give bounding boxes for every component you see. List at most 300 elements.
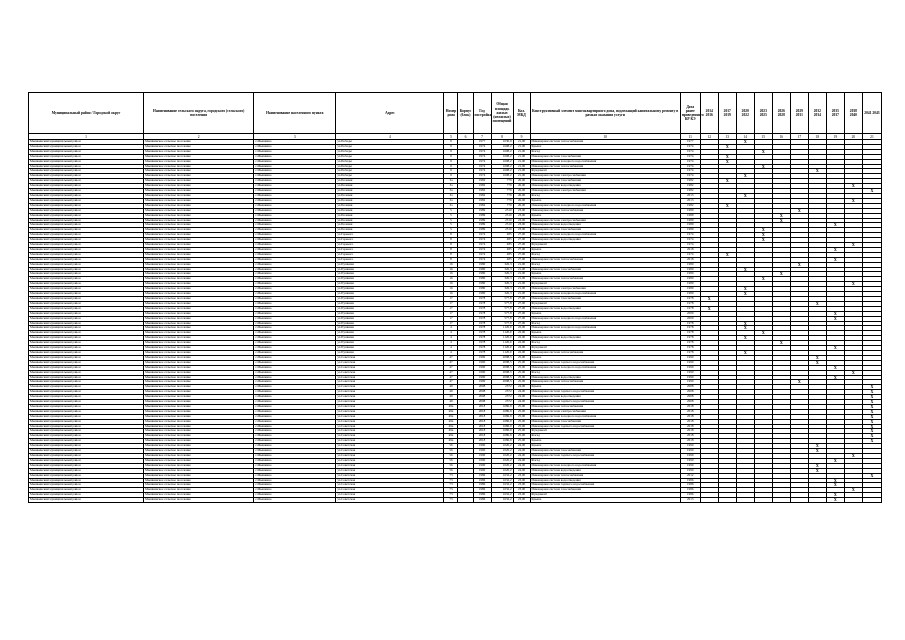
table-cell: Мышкинское сельское поселение <box>144 488 254 493</box>
table-cell: 1990 <box>473 355 491 360</box>
table-cell: 1989 <box>680 213 700 218</box>
table-cell: 1986 <box>473 493 491 498</box>
table-cell: 25,00 <box>513 424 530 429</box>
table-cell: с.Мышкино <box>254 350 336 355</box>
table-cell: ул.Советская <box>336 434 444 439</box>
table-cell: Инженерная система электроснабжения <box>530 287 680 292</box>
table-cell: Мышкинский муниципальный район <box>29 483 144 488</box>
table-cell: Мышкинский муниципальный район <box>29 282 144 287</box>
table-cell: 779 <box>491 184 513 189</box>
table-cell: 16 <box>444 277 458 282</box>
table-cell: с.Мышкино <box>254 331 336 336</box>
table-cell: 1990 <box>473 468 491 473</box>
table-cell: 26,00 <box>513 198 530 203</box>
table-cell: Инженерная система горячего водоснабжения <box>530 483 680 488</box>
table-cell: Мышкинский муниципальный район <box>29 463 144 468</box>
table-cell: Мышкинский муниципальный район <box>29 208 144 213</box>
table-cell: 2018 <box>473 424 491 429</box>
table-cell: Мышкинский муниципальный район <box>29 247 144 252</box>
table-cell: Мышкинское сельское поселение <box>144 238 254 243</box>
table-cell: ул.Победы <box>336 159 444 164</box>
table-cell: 1608,2 <box>491 169 513 174</box>
table-cell: Мышкинский муниципальный район <box>29 292 144 297</box>
table-cell: Мышкинский муниципальный район <box>29 395 144 400</box>
table-cell: Мышкинское сельское поселение <box>144 493 254 498</box>
table-cell: Крыша <box>530 247 680 252</box>
table-cell: 779 <box>491 179 513 184</box>
table-cell: Мышкинское сельское поселение <box>144 247 254 252</box>
table-cell: 1990 <box>473 375 491 380</box>
column-header: Наименование сельского округа, городского (сельского) поселения <box>144 93 254 134</box>
table-cell: 1974 <box>473 257 491 262</box>
table-cell: Мышкинский муниципальный район <box>29 140 144 145</box>
table-cell: 21,00 <box>513 287 530 292</box>
table-cell: с.Мышкино <box>254 174 336 179</box>
column-number: 17 <box>790 134 808 140</box>
table-cell: 1686,9 <box>491 409 513 414</box>
table-cell: 16 <box>444 282 458 287</box>
column-header: Общая площадь жилых (нежилых) помещений <box>491 93 513 134</box>
table-cell: 1990 <box>473 380 491 385</box>
table-cell: ул.Советская <box>336 454 444 459</box>
schedule-mark-cell: X <box>718 252 736 257</box>
table-cell: Инженерная система газоснабжения <box>530 154 680 159</box>
table-cell: Мышкинский муниципальный район <box>29 390 144 395</box>
table-cell: 2310 <box>491 228 513 233</box>
table-cell: Мышкинский муниципальный район <box>29 355 144 360</box>
table-cell: 2008 <box>680 395 700 400</box>
table-cell: Мышкинский муниципальный район <box>29 360 144 365</box>
table-cell: 47 <box>444 365 458 370</box>
schedule-mark-cell: X <box>826 316 844 321</box>
schedule-mark-cell: X <box>808 468 826 473</box>
table-cell: 24,00 <box>513 463 530 468</box>
table-cell: Инженерная система теплоснабжения <box>530 277 680 282</box>
table-cell: 1989 <box>680 223 700 228</box>
table-cell: Инженерная система водоотведения <box>530 395 680 400</box>
table-cell: Мышкинский муниципальный район <box>29 473 144 478</box>
table-cell: Инженерная система газоснабжения <box>530 488 680 493</box>
table-cell: 1978 <box>680 350 700 355</box>
table-cell: с.Мышкино <box>254 483 336 488</box>
table-cell: 577,8 <box>491 321 513 326</box>
table-cell: 4 <box>444 331 458 336</box>
table-cell: Фундамент <box>530 282 680 287</box>
table-cell: с.Мышкино <box>254 444 336 449</box>
table-cell: Мышкинское сельское поселение <box>144 189 254 194</box>
table-cell: Крыша <box>530 311 680 316</box>
schedule-mark-cell <box>772 498 790 503</box>
table-cell: Мышкинский муниципальный район <box>29 439 144 444</box>
column-number: 3 <box>254 134 336 140</box>
table-cell: 577,8 <box>491 316 513 321</box>
schedule-mark-cell: X <box>772 213 790 218</box>
table-cell: 47 <box>444 355 458 360</box>
table-cell: 16 <box>444 272 458 277</box>
table-cell: 1978 <box>473 306 491 311</box>
table-cell: 49а <box>444 404 458 409</box>
schedule-mark-cell: X <box>862 189 881 194</box>
table-cell: ул.Пушкина <box>336 306 444 311</box>
table-cell: 24,00 <box>513 468 530 473</box>
table-cell: 21,00 <box>513 169 530 174</box>
schedule-mark-cell: X <box>736 336 754 341</box>
table-cell: с.Мышкино <box>254 159 336 164</box>
table-cell: с.Мышкино <box>254 439 336 444</box>
table-cell: 1978 <box>473 341 491 346</box>
table-cell: с.Мышкино <box>254 419 336 424</box>
table-cell: 1978 <box>473 336 491 341</box>
table-cell: 56 <box>444 458 458 463</box>
table-cell: 49а <box>444 414 458 419</box>
table-cell: Мышкинский муниципальный район <box>29 267 144 272</box>
table-cell: 1977 <box>473 140 491 145</box>
table-cell: ул.Советская <box>336 355 444 360</box>
table-cell: Мышкинский муниципальный район <box>29 164 144 169</box>
table-cell: 9 <box>444 149 458 154</box>
table-cell: 1990 <box>473 463 491 468</box>
table-cell: 1980 <box>473 272 491 277</box>
column-header: Адрес <box>336 93 444 134</box>
table-cell: Мышкинский муниципальный район <box>29 228 144 233</box>
table-cell: 1978 <box>473 326 491 331</box>
table-cell: Мышкинское сельское поселение <box>144 159 254 164</box>
capital-repair-table <box>28 92 882 503</box>
table-cell: 23,00 <box>513 493 530 498</box>
table-cell: Инженерная система газоснабжения <box>530 179 680 184</box>
table-cell: ул.Полевая <box>336 184 444 189</box>
table-cell: с.Мышкино <box>254 385 336 390</box>
schedule-mark-cell: X <box>736 287 754 292</box>
table-cell: ул.Пушкина <box>336 282 444 287</box>
table-cell: 17 <box>444 321 458 326</box>
table-cell: с.Мышкино <box>254 277 336 282</box>
schedule-mark-cell <box>718 498 736 503</box>
table-cell: ул.Советская <box>336 375 444 380</box>
table-cell: с.Мышкино <box>254 341 336 346</box>
table-cell: 2018 <box>473 404 491 409</box>
table-cell: Инженерная система теплоснабжения <box>530 164 680 169</box>
table-cell: Фасад <box>530 370 680 375</box>
table-cell: 1974 <box>473 169 491 174</box>
table-cell: 2372 <box>491 390 513 395</box>
table-cell: 73 <box>444 488 458 493</box>
table-cell: 1986 <box>680 488 700 493</box>
table-cell: Мышкинское сельское поселение <box>144 454 254 459</box>
table-cell: 2008 <box>473 400 491 405</box>
table-cell: 25,00 <box>513 414 530 419</box>
table-cell: 1974 <box>680 252 700 257</box>
table-cell: Мышкинский муниципальный район <box>29 193 144 198</box>
column-number: 8 <box>491 134 513 140</box>
table-cell: с.Мышкино <box>254 395 336 400</box>
table-cell: 1990 <box>680 380 700 385</box>
table-cell: 21,00 <box>513 174 530 179</box>
table-cell: 1990 <box>680 375 700 380</box>
table-cell: Мышкинское сельское поселение <box>144 193 254 198</box>
table-cell: 2012 <box>680 473 700 478</box>
table-cell: 1980 <box>680 262 700 267</box>
table-cell: Мышкинский муниципальный район <box>29 233 144 238</box>
table-cell: Мышкинское сельское поселение <box>144 360 254 365</box>
schedule-mark-cell: X <box>736 267 754 272</box>
table-cell: Мышкинское сельское поселение <box>144 336 254 341</box>
table-cell: с.Мышкино <box>254 238 336 243</box>
table-cell: 3а <box>444 193 458 198</box>
table-cell: 5 <box>444 213 458 218</box>
table-cell: 16 <box>444 287 458 292</box>
schedule-mark-cell: X <box>808 463 826 468</box>
table-cell: 27,00 <box>513 311 530 316</box>
table-cell: 2310 <box>491 218 513 223</box>
schedule-mark-cell: X <box>736 174 754 179</box>
table-cell: Мышкинский муниципальный район <box>29 252 144 257</box>
schedule-mark-cell: X <box>736 140 754 145</box>
table-cell: Мышкинский муниципальный район <box>29 301 144 306</box>
table-cell: с.Мышкино <box>254 243 336 248</box>
table-cell: Мышкинское сельское поселение <box>144 154 254 159</box>
table-cell: 1986 <box>473 483 491 488</box>
schedule-mark-cell <box>844 498 862 503</box>
table-cell: Мышкинское сельское поселение <box>144 218 254 223</box>
table-cell: 2018 <box>680 429 700 434</box>
table-cell: 47 <box>444 375 458 380</box>
table-cell: 1990 <box>680 454 700 459</box>
table-cell: 1974 <box>473 252 491 257</box>
table-cell: Мышкинское сельское поселение <box>144 311 254 316</box>
table-cell: Инженерная система холодного водоснабжения <box>530 414 680 419</box>
table-cell: Крыша <box>530 198 680 203</box>
table-cell: 1974 <box>473 243 491 248</box>
table-cell: 9 <box>444 159 458 164</box>
table-cell: ул.Советская <box>336 424 444 429</box>
table-cell: 27,00 <box>513 247 530 252</box>
table-cell: 1986 <box>473 488 491 493</box>
table-cell: Мышкинский муниципальный район <box>29 174 144 179</box>
table-cell: 1978 <box>473 331 491 336</box>
table-cell: Фундамент <box>530 243 680 248</box>
table-cell: 17 <box>444 297 458 302</box>
table-cell: Инженерная система теплоснабжения <box>530 380 680 385</box>
table-cell: ул.Советская <box>336 385 444 390</box>
table-cell: Мышкинское сельское поселение <box>144 326 254 331</box>
table-cell: 1974 <box>680 238 700 243</box>
column-number: 12 <box>700 134 718 140</box>
table-cell: с.Мышкино <box>254 409 336 414</box>
table-cell: 8 <box>444 233 458 238</box>
table-cell: Инженерная система холодного водоснабжения <box>530 326 680 331</box>
table-cell: ул.Победы <box>336 144 444 149</box>
table-cell: 1980 <box>473 287 491 292</box>
table-cell: 25,00 <box>513 375 530 380</box>
column-header: Дата ранее проведенного КР КЭ <box>680 93 700 134</box>
table-cell: с.Мышкино <box>254 140 336 145</box>
table-cell: 485 <box>491 238 513 243</box>
table-cell: Фасад <box>530 193 680 198</box>
table-cell: с.Мышкино <box>254 316 336 321</box>
table-cell: ул.Победы <box>336 164 444 169</box>
table-cell: 326,3 <box>491 272 513 277</box>
table-cell: с.Мышкино <box>254 223 336 228</box>
table-cell: 1632,2 <box>491 488 513 493</box>
table-cell: Мышкинское сельское поселение <box>144 233 254 238</box>
table-cell: 17 <box>444 316 458 321</box>
table-cell: с.Мышкино <box>254 252 336 257</box>
schedule-mark-cell: X <box>790 262 808 267</box>
table-cell: 1978 <box>680 341 700 346</box>
schedule-mark-cell <box>790 498 808 503</box>
table-cell: ул.Пушкина <box>336 277 444 282</box>
table-cell: Инженерная система горячего водоснабжения <box>530 424 680 429</box>
table-cell: 2018 <box>680 419 700 424</box>
column-number: 11 <box>680 134 700 140</box>
table-cell: 1978 <box>680 336 700 341</box>
table-cell: с.Мышкино <box>254 434 336 439</box>
table-cell: Мышкинский муниципальный район <box>29 336 144 341</box>
table-cell: 1990 <box>473 365 491 370</box>
table-cell: 1989 <box>680 228 700 233</box>
table-cell: Мышкинский муниципальный район <box>29 272 144 277</box>
column-header: 2017 2019 <box>718 93 736 134</box>
table-cell: Инженерная система холодного водоснабжения <box>530 203 680 208</box>
table-cell: 56 <box>444 454 458 459</box>
table-cell: Мышкинский муниципальный район <box>29 375 144 380</box>
table-cell: с.Мышкино <box>254 203 336 208</box>
schedule-mark-cell: X <box>754 277 772 282</box>
table-cell: 1974 <box>680 144 700 149</box>
schedule-mark-cell: X <box>862 390 881 395</box>
table-cell: 56 <box>444 468 458 473</box>
table-cell: 1978 <box>680 326 700 331</box>
schedule-mark-cell: X <box>826 375 844 380</box>
table-cell: 73 <box>444 483 458 488</box>
table-cell: Инженерная система водоотведения <box>530 468 680 473</box>
table-cell: 1632,2 <box>491 483 513 488</box>
schedule-mark-cell: X <box>844 184 862 189</box>
table-cell: Инженерная система холодного водоснабжения <box>530 463 680 468</box>
table-cell: ул.Советская <box>336 429 444 434</box>
table-cell: ул.Пушкина <box>336 262 444 267</box>
table-cell: Инженерная система газоснабжения <box>530 228 680 233</box>
table-cell: 1974 <box>473 159 491 164</box>
schedule-mark-cell: X <box>718 203 736 208</box>
table-cell: Инженерная система водоотведения <box>530 184 680 189</box>
column-header: 2020 2022 <box>736 93 754 134</box>
table-cell: Мышкинский муниципальный район <box>29 287 144 292</box>
table-cell: 27,00 <box>513 233 530 238</box>
table-cell: Крыша <box>530 498 680 503</box>
schedule-mark-cell <box>736 498 754 503</box>
table-cell: 2098,5 <box>491 375 513 380</box>
table-cell: 1980 <box>473 277 491 282</box>
column-number: 4 <box>336 134 444 140</box>
table-cell: Мышкинское сельское поселение <box>144 277 254 282</box>
table-cell: 1990 <box>680 449 700 454</box>
table-cell: ул.Советская <box>336 404 444 409</box>
table-cell: 23,00 <box>513 228 530 233</box>
table-cell: ул.Советская <box>336 409 444 414</box>
table-cell: Мышкинское сельское поселение <box>144 409 254 414</box>
table-cell: 1982 <box>473 179 491 184</box>
table-cell: 17 <box>444 311 458 316</box>
table-cell: Мышкинское сельское поселение <box>144 228 254 233</box>
schedule-mark-cell: X <box>862 385 881 390</box>
table-cell: 17 <box>444 306 458 311</box>
table-cell: Мышкинское сельское поселение <box>144 316 254 321</box>
table-cell: Мышкинское сельское поселение <box>144 267 254 272</box>
table-cell: с.Мышкино <box>254 375 336 380</box>
table-cell: 1120,9 <box>491 331 513 336</box>
schedule-mark-cell <box>808 498 826 503</box>
table-cell: 25,00 <box>513 409 530 414</box>
table-cell: 1686,9 <box>491 414 513 419</box>
schedule-mark-cell: X <box>772 341 790 346</box>
table-cell: Инженерная система холодного водоснабжения <box>530 365 680 370</box>
table-cell: 1974 <box>680 169 700 174</box>
table-cell: с.Мышкино <box>254 218 336 223</box>
table-cell: Мышкинское сельское поселение <box>144 262 254 267</box>
table-cell: 1686,9 <box>491 439 513 444</box>
table-cell: Мышкинское сельское поселение <box>144 385 254 390</box>
table-cell: 1632,2 <box>491 473 513 478</box>
table-cell: Инженерная система водоотведения <box>530 375 680 380</box>
table-cell: 3а <box>444 179 458 184</box>
table-cell: Мышкинское сельское поселение <box>144 463 254 468</box>
schedule-mark-cell: X <box>826 247 844 252</box>
table-cell: 2018 <box>473 409 491 414</box>
table-cell: 779 <box>491 193 513 198</box>
table-cell: 49а <box>444 429 458 434</box>
table-cell: Крыша <box>530 144 680 149</box>
table-cell: Мышкинский муниципальный район <box>29 179 144 184</box>
schedule-mark-cell: X <box>826 478 844 483</box>
table-cell: 1990 <box>680 458 700 463</box>
table-cell: 56 <box>444 463 458 468</box>
table-cell: 3а <box>444 184 458 189</box>
table-cell: 47 <box>444 380 458 385</box>
table-cell: 8 <box>444 257 458 262</box>
table-cell: с.Мышкино <box>254 355 336 360</box>
table-cell: 1990 <box>473 449 491 454</box>
table-cell: Мышкинское сельское поселение <box>144 292 254 297</box>
table-cell: Мышкинский муниципальный район <box>29 444 144 449</box>
table-cell: Мышкинское сельское поселение <box>144 434 254 439</box>
schedule-mark-cell: X <box>736 193 754 198</box>
schedule-mark-cell: X <box>736 292 754 297</box>
table-cell: ул.Полевая <box>336 179 444 184</box>
table-cell: 21,00 <box>513 164 530 169</box>
table-cell: 1990 <box>680 370 700 375</box>
table-cell: Мышкинское сельское поселение <box>144 395 254 400</box>
table-cell: 1974 <box>680 149 700 154</box>
schedule-mark-cell: X <box>754 331 772 336</box>
table-cell: ул.Пушкина <box>336 292 444 297</box>
table-cell: 485 <box>491 233 513 238</box>
table-cell: 1990 <box>473 360 491 365</box>
table-cell: 1020,2 <box>491 468 513 473</box>
table-cell: Инженерная система горячего водоснабжения <box>530 400 680 405</box>
table-cell: 2008 <box>680 400 700 405</box>
table-cell: с.Мышкино <box>254 336 336 341</box>
table-cell: 1120,9 <box>491 341 513 346</box>
table-cell: 2013 <box>680 193 700 198</box>
table-cell: Инженерная система холодного водоснабжения <box>530 233 680 238</box>
column-number: 19 <box>826 134 844 140</box>
table-cell: ул.Горького <box>336 233 444 238</box>
table-cell: ул.Горького <box>336 252 444 257</box>
table-cell: 1974 <box>473 174 491 179</box>
table-cell: 49а <box>444 434 458 439</box>
